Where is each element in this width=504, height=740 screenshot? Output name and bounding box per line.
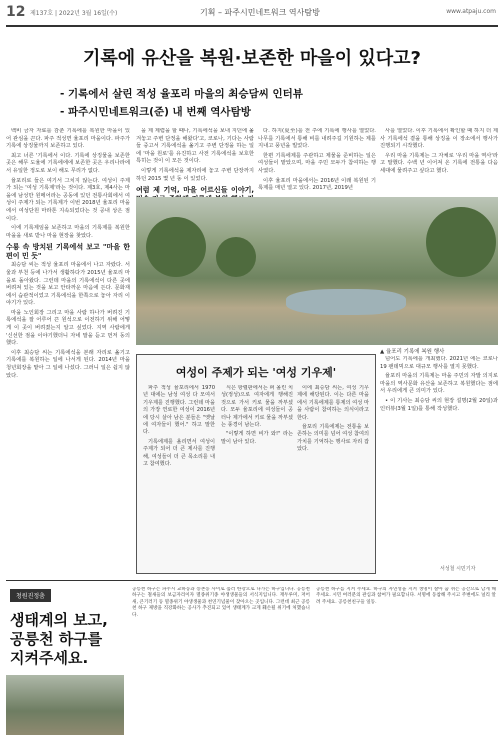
section-heading: 여럼 제 기억, 마을 어르신들 이야기, <box>136 186 254 195</box>
paragraph: 율포리로 들은 여기서 그치지 않는다. 여성이 주제가 되는 '여성 기록제'라는 것이다. 제3호, 제4사는 마을에 남성만 원메어라는 공동에 있던 전통사회에서 여성이 주제가 되는 기록제가 이번 2018년 율포리 마을에서 여성단원 마라톤 지속되었다는 것 공내 상은 점이다. <box>6 177 130 222</box>
sidebar-column-2 <box>221 385 293 567</box>
pond-shape <box>286 289 406 315</box>
paragraph: 마을 노인회장 그리고 마을 사람 하나가 버려진 기록에석을 잘 어루어 끈 원석으로 이전하기 위해 어떻게 이 곳이 버려졌는지 알고 싶었다. 지역 사람에게 '신선한 점을 이야기했더니 자네 말을 듣고 먼저 동의했다. <box>6 309 130 347</box>
ad-photo <box>6 675 124 735</box>
paragraph: 다. 하지(夏至)를 전 주에 기록에 행사를 열었다. 나무를 기록에서 통해 비를 내려주길 기원하는 제를 지내고 풍년을 빌었다. <box>258 128 376 150</box>
paragraph: 이에 기록제임을 보존하고 마을의 기록제를 복원한 마을을 새로 받나 마을 현장을 찾았다. <box>6 225 130 239</box>
page-number: 12 <box>6 4 26 20</box>
paragraph: 사를 열었다. 이후 기록에서 확인할 때 하지 더 제사 기록에석 곁을 통해 상징을 이 장소에서 행사가 진행되기 시작했다. <box>380 128 498 150</box>
paragraph: 식은 항렬판에서는 퍼 올린 치성(정성)으로 여자에게 행해진 것으로 가서 키로 물을 까부셨다. 모두 율포리에 여성들이 공터나 제가에서 키로 물을 까부셨는 풍경이 남는다. <box>221 385 293 429</box>
header-rule <box>6 25 498 27</box>
subheadline-2: - 파주시민네트워크(준) 내 번째 역사탐방 <box>60 106 251 118</box>
paragraph: 이에 최승담 씨는, 여성 기우제에 해당된다. 이는 다른 마을에서 기록에제를 통제의 여성 마을 사람이 참여하는 의식이라고 한다. <box>297 385 369 421</box>
subheadline-1: - 기록에서 살린 적성 율포리 마을의 최승담씨 인터뷰 <box>60 88 303 100</box>
paragraph: 기록에제를 올리면서 여성이 주제가 되어 더 큰 제사를 진행해, 여성들이 더 큰 목소리를 내고 참여했다. <box>143 438 215 468</box>
page-header <box>0 0 504 34</box>
ad-tag: 청원진정춤 <box>10 589 51 602</box>
ad-text-1: 공릉천 하구는 파주시 교하동과 송촌동 사이로 흘러 한강으로 나가는 하구입니다. 공릉천 하구는 철새들의 보금자리이자 멸종위기종 야생생물들의 서식지입니다. 재두루미, 저어새, 큰기러기 등 멸종위기 야생생물과 천연기념물이 찾아오는 곳입니다. 그런데 최근 공릉천 하구 제방을 직강화하는 공사가 추진되고 있어 생태계가 크게 훼손될 위기에 처했습니다. <box>132 587 310 618</box>
issue-info: 제137호 | 2022년 3월 16일(수) <box>30 10 118 17</box>
article-column-1 <box>6 128 130 568</box>
paragraph: 이후 최승담 씨는 기록에석을 본래 자리로 옮기고 기록에를 복원하는 일에 나서게 된다. 2014년 마을 청년회장을 맡아 그 일에 나섰다. 그러니 일은 쉽지 않았다. <box>6 349 130 379</box>
sidebar-column-3 <box>297 385 369 567</box>
ceremony-photo <box>136 197 498 345</box>
section-heading: 수룡 속 방치된 기록에석 보고 "마을 한편이 민 듯" <box>6 243 130 260</box>
sidebar-title: 여성이 주제가 되는 '여성 기우제' <box>175 366 337 379</box>
site-url[interactable]: www.atpaju.com <box>446 8 496 15</box>
paragraph: 율포리 마을의 기록제는 마을 주민의 자발 의지로 마을의 역사문화 유산을 보존하고 복원했다는 점에서 우리에게 큰 의미가 있다. <box>380 373 498 395</box>
paragraph: 이후 율포리 마을에서는 2016년 이래 복원된 기록제를 매년 열고 있다. 2017년, 2019년 <box>258 177 376 192</box>
paragraph: 넘어도 기록에를 개최했다. 2021년 에는 코로나19 팬데믹으로 대규모 행사를 열지 못했다. <box>380 356 498 370</box>
headline: 기록에 유산을 복원·보존한 마을이 있다고? <box>83 48 421 69</box>
paragraph: 파주 적성 율포리에서 1970년 대에는 남성 여성 다 모여서 기우제를 진행했다. 그런데 마을의 가장 연로한 여성이 2016년에 당시 살아 남은 분들은 "옛날에 여자들이 했어." 하고 말한다. <box>143 385 215 436</box>
paragraph: "이렇게 하면 비가 와!" 라는 말이 남아 있다. <box>221 431 293 445</box>
paragraph: 한편 기록에제를 주관하고 제물을 준비하는 일은 여성들이 맡았으며, 마을 주민 모두가 참여하는 행사였다. <box>258 152 376 174</box>
paragraph: 백비 금자 자료를 감춘 기록에를 복원한 마을이 있어 관심을 끈다. 파주 적성면 율포리 마을이다. 파주가 기록에 상징물까지 보존하고 있다. <box>6 128 130 150</box>
sidebar-column-1 <box>143 385 215 567</box>
paragraph: 을 제 제렴을 할 때나, 기록에석을 보내 지던에 옮겨놓고 주변 단정을 해왔다'고, 코로나, 기다는 사람들 중고서 기록에석을 옮기고 주변 단정을 하는 일에 '마을 원로'를 유진하고 사전 기록에석을 보호한 특히는 것이 이 모든 것이다. <box>136 128 254 165</box>
section-label: 기획 – 파주시민네트워크 역사탐방 <box>200 8 320 17</box>
sidebar-box <box>136 354 376 574</box>
byline: 서성철 시민기자 <box>440 566 476 572</box>
photo-caption: ▲ 율포리 기록에 복원 행사 <box>380 349 445 355</box>
paragraph: • 이 기사는 최승담 씨의 현장 설명(2월 20일)과 인터뷰(3월 1일)를 통해 작성했다. <box>380 397 498 412</box>
paragraph: 율포리 기록에제는 전통을 보존하는 의미를 넘어 여성 참여의 가치를 기억하는 행사로 자리 잡았다. <box>297 424 369 453</box>
advertisement <box>6 580 498 735</box>
article-column-5 <box>380 356 498 556</box>
paragraph: 우리 마을 기록제는 그 자체로 '우리 마을 역사'라고 말했다. 수백 년 이어져 온 기록에 전통을 다음 세대에 물려주고 싶다고 했다. <box>380 152 498 174</box>
paragraph: 최승담 씨는 적성 율포리 마을에서 나고 자랐다. 서울과 부천 등에 나가서 생활하다가 2015년 율포리 마을로 돌아왔다. 그런데 마을의 기록에석이 다른 곳에 버려져 있는 것을 보고 안타까운 마음에 든다. 문화재에서 습관적이었고 기록에석을 한쪽으로 놓아 자리 이야기가 있다. <box>6 262 130 307</box>
paragraph: 이렇게 기록에석을 제자리에 놓고 주변 단장까지 하던 2015 몇 년 동 이 있었다. <box>136 167 254 182</box>
paragraph: 최고 너른 '기록에서 이다. 기록에 상징물을 보존한 곳은 해무 도율에 기록에에에 보존한 곳은 우리나라에서 유일한 정도로 보이 해도 무리가 없다. <box>6 152 130 174</box>
ad-text-2: 공릉천 하구를 지켜 주세요. 하구의 자연성을 지켜 생명이 살아 숨 쉬는 공간으로 남게 해주세요. 시민 여러분의 관심과 참여가 필요합니다. 서명에 동참해 주시고 주변에도 널리 알려 주세요. 공릉천친구들 일동. <box>316 587 496 605</box>
ad-slogan: 생태계의 보고, 공릉천 하구를 지켜주세요. <box>10 611 108 667</box>
